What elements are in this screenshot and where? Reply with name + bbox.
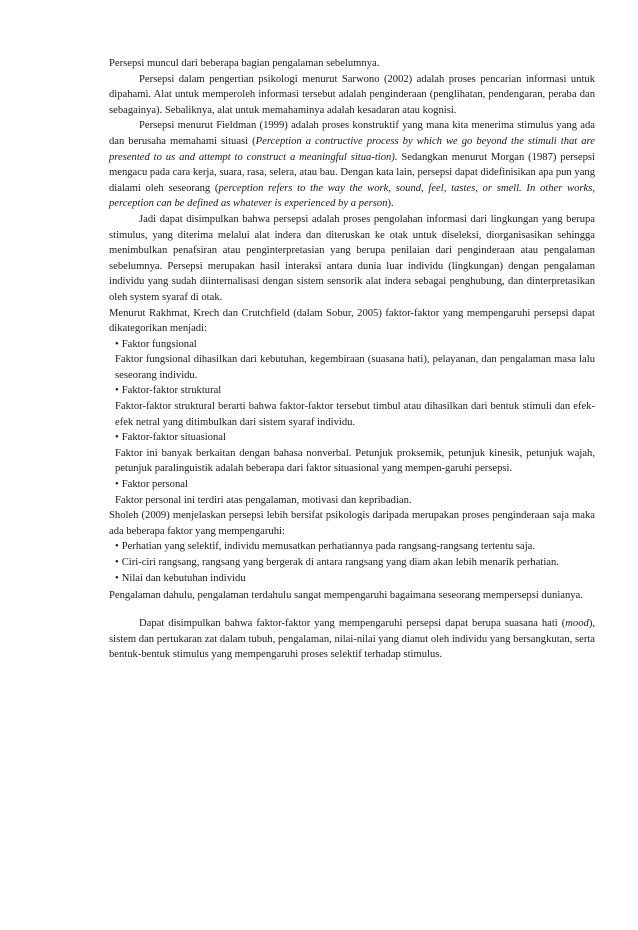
sholeh-item-1: • Perhatian yang selektif, individu memusatkan perhatiannya pada rangsang-rangsang tertentu saja. — [115, 541, 536, 553]
mood-term: mood — [565, 618, 589, 630]
faktor-desc-4: Faktor personal ini terdiri atas pengalaman, motivasi dan kepribadian. — [115, 494, 412, 506]
feldman-quote: Perception a contructive process by which we go beyond the stimuli that are presented to us and attempt to construct a meaningful situa-tion). — [109, 135, 595, 163]
faktor-title-2: • Faktor-faktor struktural — [115, 385, 222, 397]
sholeh-paragraph: Sholeh (2009) menjelaskan persepsi lebih bersifat psikologis daripada merupakan proses penginderaan saja maka ada beberapa faktor yang mempengaruhi: — [109, 510, 595, 537]
faktor-desc-1: Faktor fungsional dihasilkan dari kebutuhan, kegembiraan (suasana hati), pelayanan, dan pengalaman masa lalu seseorang individu. — [115, 354, 595, 381]
morgan-text: Sedangkan menurut Morgan (1987) persepsi mengacu pada cara kerja, suara, rasa, selera, atau bau. Dengan kata lain, persepsi dapat didefinisikan apa pun yang dialami oleh seseorang ( — [109, 151, 595, 194]
final-conclusion-paragraph: Dapat disimpulkan bahwa faktor-faktor yang mempengaruhi persepsi dapat berupa suasana hati (mood), sistem dan pertukaran zat dalam tubuh, pengalaman, nilai-nilai yang dianut oleh individu yang bersangkutan, serta bentuk-bentuk stimulus yang mempengaruhi proses selektif terhadap stimulus. — [109, 618, 595, 661]
morgan-quote: perception refers to the way the work, sound, feel, tastes, or smell. In other works, perception can be defined as whatever is experienced by a person — [109, 182, 595, 210]
feldman-paragraph — [109, 118, 595, 212]
feldman-text: Persepsi menurut Fieldman (1999) adalah proses konstruktif yang mana kita menerima stimulus yang ada dan berusaha memahami situasi ( — [109, 120, 595, 147]
bullet: • — [115, 572, 119, 584]
faktor-title-4: • Faktor personal — [115, 479, 188, 491]
pengalaman-paragraph: Pengalaman dahulu, pengalaman terdahulu sangat mempengaruhi bagaimana seseorang mempersepsi dunianya. — [109, 590, 583, 602]
intro-paragraph: Persepsi muncul dari beberapa bagian pengalaman sebelumnya. — [109, 58, 380, 69]
bullet: • — [115, 338, 119, 350]
bullet: • — [115, 541, 119, 553]
sholeh-item-2: • Ciri-ciri rangsang, rangsang yang bergerak di antara rangsang yang diam akan lebih menarik perhatian. — [115, 557, 559, 568]
rakhmat-paragraph: Menurut Rakhmat, Krech dan Crutchfield (dalam Sobur, 2005) faktor-faktor yang mempengaruhi persepsi dapat dikategorikan menjadi: — [109, 307, 595, 335]
bullet: • — [115, 557, 119, 568]
bullet: • — [115, 479, 119, 491]
morgan-close: ). — [387, 198, 394, 210]
faktor-title-3: • Faktor-faktor situasional — [115, 432, 226, 444]
sarwono-paragraph: Persepsi dalam pengertian psikologi menurut Sarwono (2002) adalah proses pencarian informasi untuk dipahami. Alat untuk memperoleh informasi tersebut adalah penginderaan (penglihatan, pendengaran, peraba dan sebagainya). Sebaliknya, alat untuk memahaminya adalah kesadaran atau kognisi. — [109, 73, 595, 116]
sholeh-item-3: • Nilai dan kebutuhan individu — [115, 572, 246, 584]
bullet: • — [115, 385, 119, 397]
faktor-title-1: • Faktor fungsional — [115, 338, 197, 350]
conclusion-paragraph: Jadi dapat disimpulkan bahwa persepsi adalah proses pengolahan informasi dari lingkungan yang berupa stimulus, yang diterima melalui alat indera dan diteruskan ke otak untuk diseleksi, diorganisasikan sehingga menimbulkan penafsiran atau penginterpretasian yang berupa penilaian dari penginderaan atau pengalaman sebelumnya. Persepsi merupakan hasil interaksi antara dunia luar individu (lingkungan) dengan pengalaman individu yang sudah diinternalisasi dengan sistem sensorik alat indera sebagai penghubung, dan dinterpretasikan oleh system syaraf di otak. — [109, 213, 595, 303]
document-page — [109, 56, 595, 663]
faktor-desc-3: Faktor ini banyak berkaitan dengan bahasa nonverbal. Petunjuk proksemik, petunjuk kinesik, petunjuk wajah, petunjuk paralinguistik adalah beberapa dari faktor situasional yang mempen-garuhi persepsi. — [115, 447, 595, 475]
bullet: • — [115, 432, 119, 444]
faktor-desc-2: Faktor-faktor struktural berarti bahwa faktor-faktor tersebut timbul atau dihasilkan dari bentuk stimuli dan efek-efek netral yang ditimbulkan dari sistem syaraf individu. — [115, 401, 595, 428]
